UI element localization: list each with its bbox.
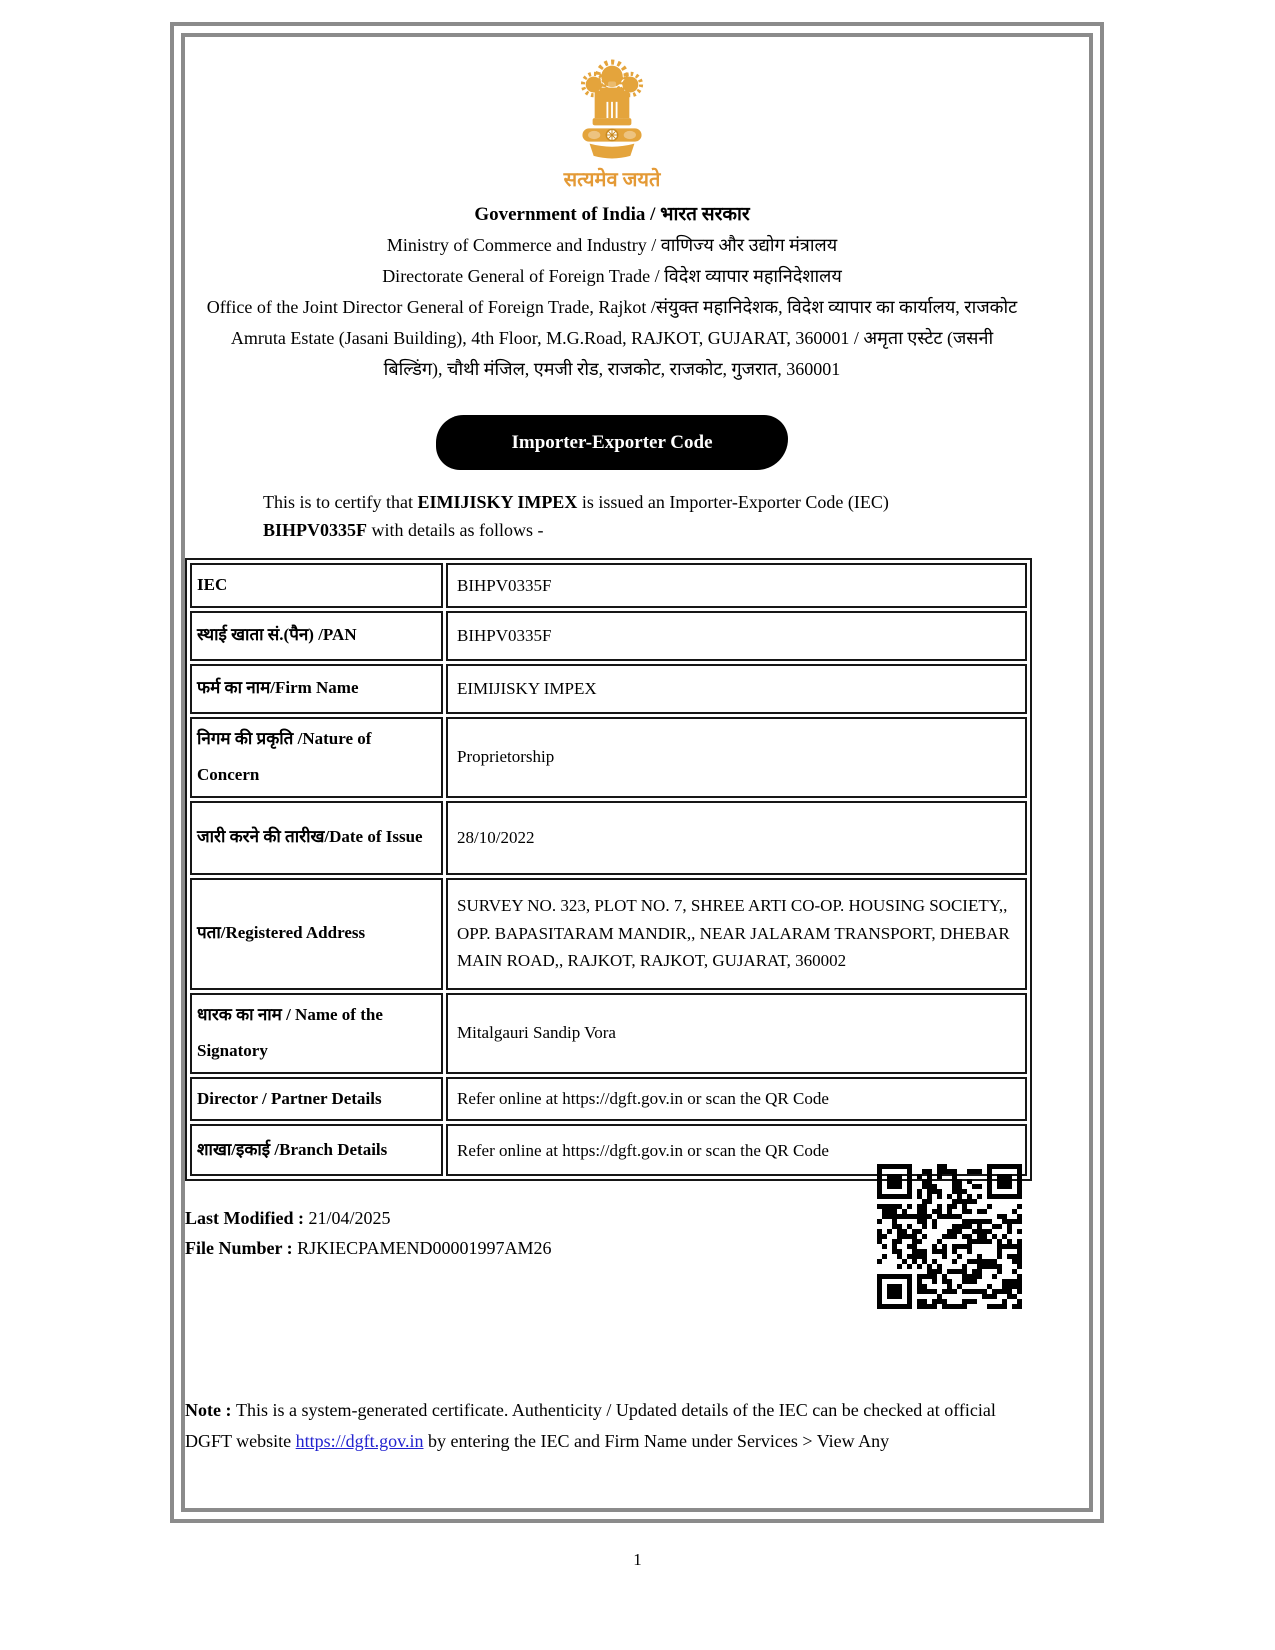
- note-label: Note :: [185, 1400, 236, 1421]
- row-value: BIHPV0335F: [446, 611, 1027, 661]
- last-modified-label: Last Modified :: [185, 1208, 309, 1229]
- file-number-label: File Number :: [185, 1238, 298, 1259]
- address-line-2: बिल्डिंग), चौथी मंजिल, एमजी रोड, राजकोट, राजकोट, गुजरात, 360001: [383, 359, 841, 379]
- certification-statement: [263, 488, 963, 544]
- government-of-india-title: Government of India / भारत सरकार: [474, 204, 750, 225]
- row-label: जारी करने की तारीख/Date of Issue: [190, 801, 443, 875]
- page-number: 1: [633, 1550, 642, 1569]
- table-row-iec: [190, 563, 1027, 608]
- qr-code: [877, 1164, 1022, 1309]
- importer-exporter-code-badge: Importer-Exporter Code: [436, 415, 788, 470]
- row-value: Refer online at https://dgft.gov.in or scan the QR Code: [446, 1077, 1027, 1122]
- row-value: Refer online at https://dgft.gov.in or scan the QR Code: [446, 1124, 1027, 1176]
- table-row-pan: [190, 611, 1027, 661]
- row-label: स्थाई खाता सं.(पैन) /PAN: [190, 611, 443, 661]
- row-value: Proprietorship: [446, 717, 1027, 798]
- emblem-container: [185, 57, 1039, 192]
- office-line: Office of the Joint Director General of Foreign Trade, Rajkot /संयुक्त महानिदेशक, विदेश व्यापार का कार्यालय, राजकोट: [206, 297, 1018, 317]
- row-value: BIHPV0335F: [446, 563, 1027, 608]
- ashoka-emblem-icon: [566, 57, 658, 161]
- certify-middle: is issued an Importer-Exporter Code (IEC): [577, 492, 889, 512]
- row-label: फर्म का नाम/Firm Name: [190, 664, 443, 714]
- row-label: शाखा/इकाई /Branch Details: [190, 1124, 443, 1176]
- row-value: Mitalgauri Sandip Vora: [446, 993, 1027, 1074]
- table-row-nature-of-concern: [190, 717, 1027, 798]
- table-row-date-of-issue: [190, 801, 1027, 875]
- row-label: IEC: [190, 563, 443, 608]
- row-label: Director / Partner Details: [190, 1077, 443, 1122]
- note-paragraph: [185, 1395, 1039, 1457]
- certify-prefix: This is to certify that: [263, 492, 418, 512]
- file-number-value: RJKIECPAMEND00001997AM26: [297, 1238, 552, 1259]
- address-line-1: Amruta Estate (Jasani Building), 4th Floor, M.G.Road, RAJKOT, GUJARAT, 360001 / अमृता एस्टेट (जसनी: [230, 328, 994, 348]
- last-modified-value: 21/04/2025: [308, 1208, 391, 1229]
- table-row-signatory-name: [190, 993, 1027, 1074]
- dgft-website-link[interactable]: https://dgft.gov.in: [295, 1431, 424, 1452]
- note-text-after-link: by entering the IEC and Firm Name under Services > View Any: [423, 1431, 890, 1452]
- table-row-registered-address: [190, 878, 1027, 990]
- directorate-line: Directorate General of Foreign Trade / विदेश व्यापार महानिदेशालय: [382, 266, 842, 286]
- ministry-line: Ministry of Commerce and Industry / वाणिज्य और उद्योग मंत्रालय: [386, 235, 838, 255]
- row-label: धारक का नाम / Name of the Signatory: [190, 993, 443, 1074]
- table-row-firm-name: [190, 664, 1027, 714]
- certify-suffix: with details as follows -: [367, 520, 544, 540]
- certify-firm-name: EIMIJISKY IMPEX: [417, 492, 578, 512]
- row-value: 28/10/2022: [446, 801, 1027, 875]
- row-value: SURVEY NO. 323, PLOT NO. 7, SHREE ARTI CO-OP. HOUSING SOCIETY,, OPP. BAPASITARAM MANDIR,, NEAR JALARAM TRANSPORT, DHEBAR MAIN ROAD,, RAJKOT, RAJKOT, GUJARAT, 360002: [446, 878, 1027, 990]
- row-label: पता/Registered Address: [190, 878, 443, 990]
- table-row-director-partner-details: [190, 1077, 1027, 1122]
- note-text-before-link: This is a system-generated certificate. Authenticity / Updated details of the IEC can be checked at official DGFT website: [185, 1400, 996, 1452]
- emblem-motto: सत्यमेव जयते: [563, 169, 661, 191]
- row-label: निगम की प्रकृति /Nature of Concern: [190, 717, 443, 798]
- iec-details-table: [185, 558, 1032, 1181]
- certify-iec-code: BIHPV0335F: [263, 520, 368, 540]
- row-value: EIMIJISKY IMPEX: [446, 664, 1027, 714]
